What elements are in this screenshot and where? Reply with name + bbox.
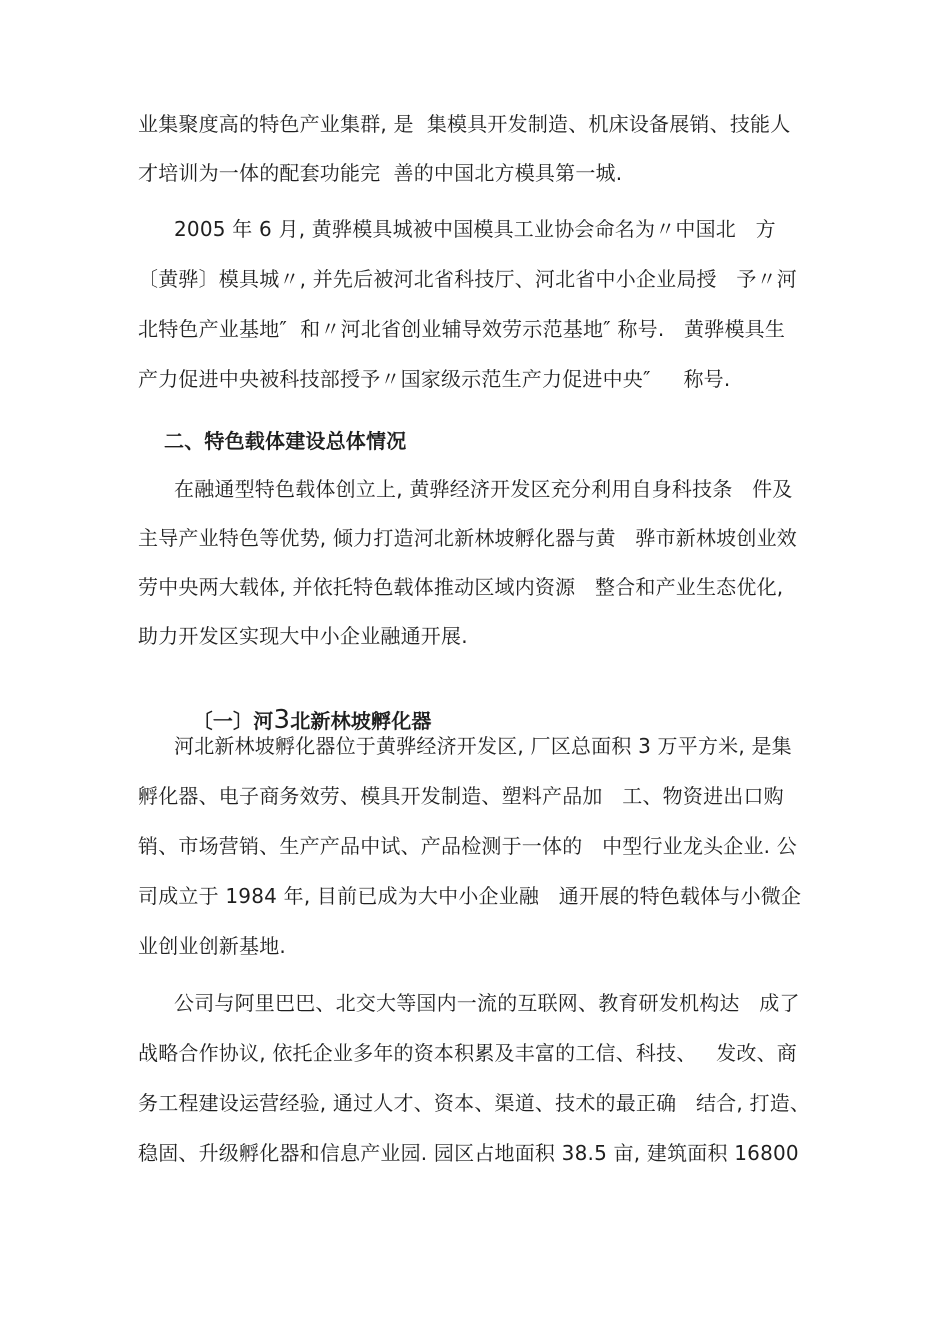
paragraph-4-line-1: 河北新林坡孵化器位于黄骅经济开发区, 厂区总面积 3 万平方米, 是集: [174, 734, 792, 758]
paragraph-2-line-1: 2005 年 6 月, 黄骅模具城被中国模具工业协会命名为〃中国北 方: [174, 217, 776, 241]
subsection-heading-suffix: 北新林坡孵化器: [290, 709, 432, 733]
paragraph-4-line-3: 销、市场营销、生产产品中试、产品检测于一体的 中型行业龙头企业. 公: [138, 834, 797, 858]
paragraph-1-line-2: 才培训为一体的配套功能完 善的中国北方模具第一城.: [138, 161, 623, 185]
paragraph-4-line-2: 孵化器、电子商务效劳、模具开发制造、塑料产品加 工、物资进出口购: [138, 784, 784, 808]
paragraph-1-line-1: 业集聚度高的特色产业集群, 是 集模具开发制造、机床设备展销、技能人: [138, 112, 791, 136]
paragraph-3-line-2: 主导产业特色等优势, 倾力打造河北新林坡孵化器与黄 骅市新林坡创业效: [138, 526, 797, 550]
paragraph-2-line-3: 北特色产业基地″ 和〃河北省创业辅导效劳示范基地″ 称号. 黄骅模具生: [138, 317, 786, 341]
paragraph-3-line-1: 在融通型特色载体创立上, 黄骅经济开发区充分利用自身科技条 件及: [174, 477, 793, 501]
paragraph-5-line-2: 战略合作协议, 依托企业多年的资本积累及丰富的工信、科技、 发改、商: [138, 1041, 797, 1065]
paragraph-3-line-4: 助力开发区实现大中小企业融通开展.: [138, 624, 468, 648]
subsection-heading-number: 3: [273, 705, 291, 735]
paragraph-4-line-4: 司成立于 1984 年, 目前已成为大中小企业融 通开展的特色载体与小微企: [138, 884, 802, 908]
paragraph-5-line-3: 务工程建设运营经验, 通过人才、资本、渠道、技术的最正确 结合, 打造、: [138, 1091, 811, 1115]
paragraph-5-line-4: 稳固、升级孵化器和信息产业园. 园区占地面积 38.5 亩, 建筑面积 16800: [138, 1141, 799, 1165]
paragraph-4-line-5: 业创业创新基地.: [138, 934, 286, 958]
section-heading-2: 二、特色载体建设总体情况: [164, 429, 407, 453]
paragraph-5-line-1: 公司与阿里巴巴、北交大等国内一流的互联网、教育研发机构达 成了: [174, 991, 800, 1015]
subsection-heading-prefix: 〔一〕河: [192, 709, 274, 733]
paragraph-2-line-4: 产力促进中央被科技部授予〃国家级示范生产力促进中央″ 称号.: [138, 367, 731, 391]
paragraph-2-line-2: 〔黄骅〕模具城〃, 并先后被河北省科技厅、河北省中小企业局授 予〃河: [138, 267, 797, 291]
paragraph-3-line-3: 劳中央两大载体, 并依托特色载体推动区域内资源 整合和产业生态优化,: [138, 575, 784, 599]
